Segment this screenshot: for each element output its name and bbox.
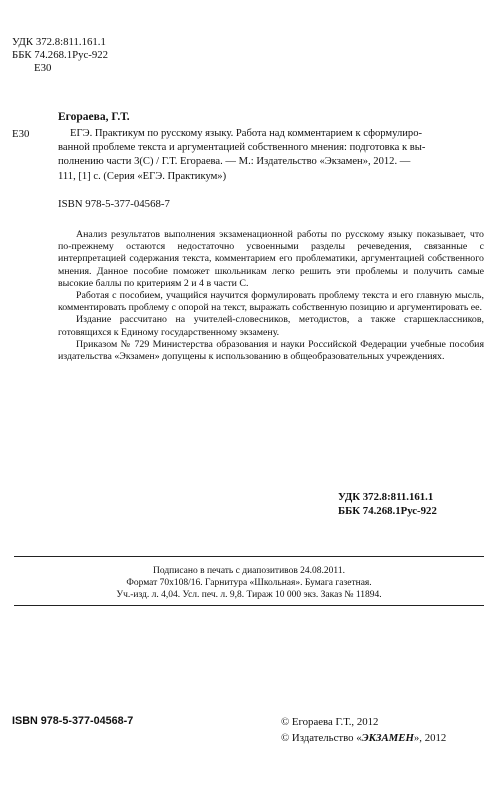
copyright-author: © Егораева Г.Т., 2012 (281, 716, 379, 728)
imprint-bottom-rule (14, 605, 484, 606)
entry-description-line: 111, [1] с. (Серия «ЕГЭ. Практикум») (58, 170, 227, 182)
header-udk: УДК 372.8:811.161.1 (12, 36, 106, 48)
copyright-publisher-prefix: © Издательство « (281, 731, 362, 744)
imprint (14, 565, 484, 602)
entry-author: Егораева, Г.Т. (58, 111, 130, 123)
copyright-publisher (281, 731, 446, 747)
entry-description-line: полнению части 3(С) / Г.Т. Егораева. — М.: Издательство «Экзамен», 2012. — (58, 156, 411, 168)
classification-udk: УДК 372.8:811.161.1 (338, 491, 434, 503)
footer-isbn: ISBN 978-5-377-04568-7 (12, 715, 134, 727)
abstract (58, 229, 484, 363)
abstract-paragraph: Анализ результатов выполнения экзаменационной работы по русскому языку показывает, что по-прежнему остаются недостаточно усвоенными разделы речеведения, связанные с интерпретацией содержания текста, комментарием его проблематики, аргументацией собственного мнения. Данное пособие поможет школьникам легко решить эти проблемы и получить самые высокие баллы по критериям 2 и 4 в части С. (58, 229, 484, 289)
header-author-code: Е30 (34, 62, 52, 74)
imprint-top-rule (14, 556, 484, 557)
imprint-line: Уч.-изд. л. 4,04. Усл. печ. л. 9,8. Тираж 10 000 экз. Заказ № 11894. (116, 590, 382, 601)
header-bbk: ББК 74.268.1Рус-922 (12, 49, 109, 61)
publisher-brand: ЭКЗАМЕН (361, 731, 414, 744)
entry-description-line: ванной проблеме текста и аргументацией собственного мнения: подготовка к вы- (58, 142, 426, 154)
abstract-paragraph: Приказом № 729 Министерства образования и науки Российской Федерации учебные пособия издательства «Экзамен» допущены к использованию в общеобразовательных учреждениях. (58, 338, 484, 363)
abstract-paragraph: Работая с пособием, учащийся научится формулировать проблему текста и его главную мысль, комментировать проблему с опорой на текст, выражать собственную позицию и аргументировать ее. (58, 290, 484, 314)
entry-description-line: ЕГЭ. Практикум по русскому языку. Работа над комментарием к сформулиро- (70, 128, 423, 139)
classification-codes (338, 491, 437, 518)
entry-isbn: ISBN 978-5-377-04568-7 (58, 198, 170, 210)
entry-description (58, 127, 483, 184)
entry-code: Е30 (12, 128, 30, 140)
abstract-paragraph: Издание рассчитано на учителей-словесников, методистов, а также старшеклассников, готовящихся к Единому государственному экзамену. (58, 314, 484, 338)
imprint-line: Формат 70х108/16. Гарнитура «Школьная». Бумага газетная. (126, 578, 372, 589)
classification-bbk: ББК 74.268.1Рус-922 (338, 504, 437, 517)
footer-copyright (281, 715, 446, 746)
header-codes (12, 36, 108, 75)
copyright-publisher-suffix: », 2012 (413, 731, 447, 744)
imprint-line: Подписано в печать с диапозитивов 24.08.2011. (153, 566, 345, 576)
